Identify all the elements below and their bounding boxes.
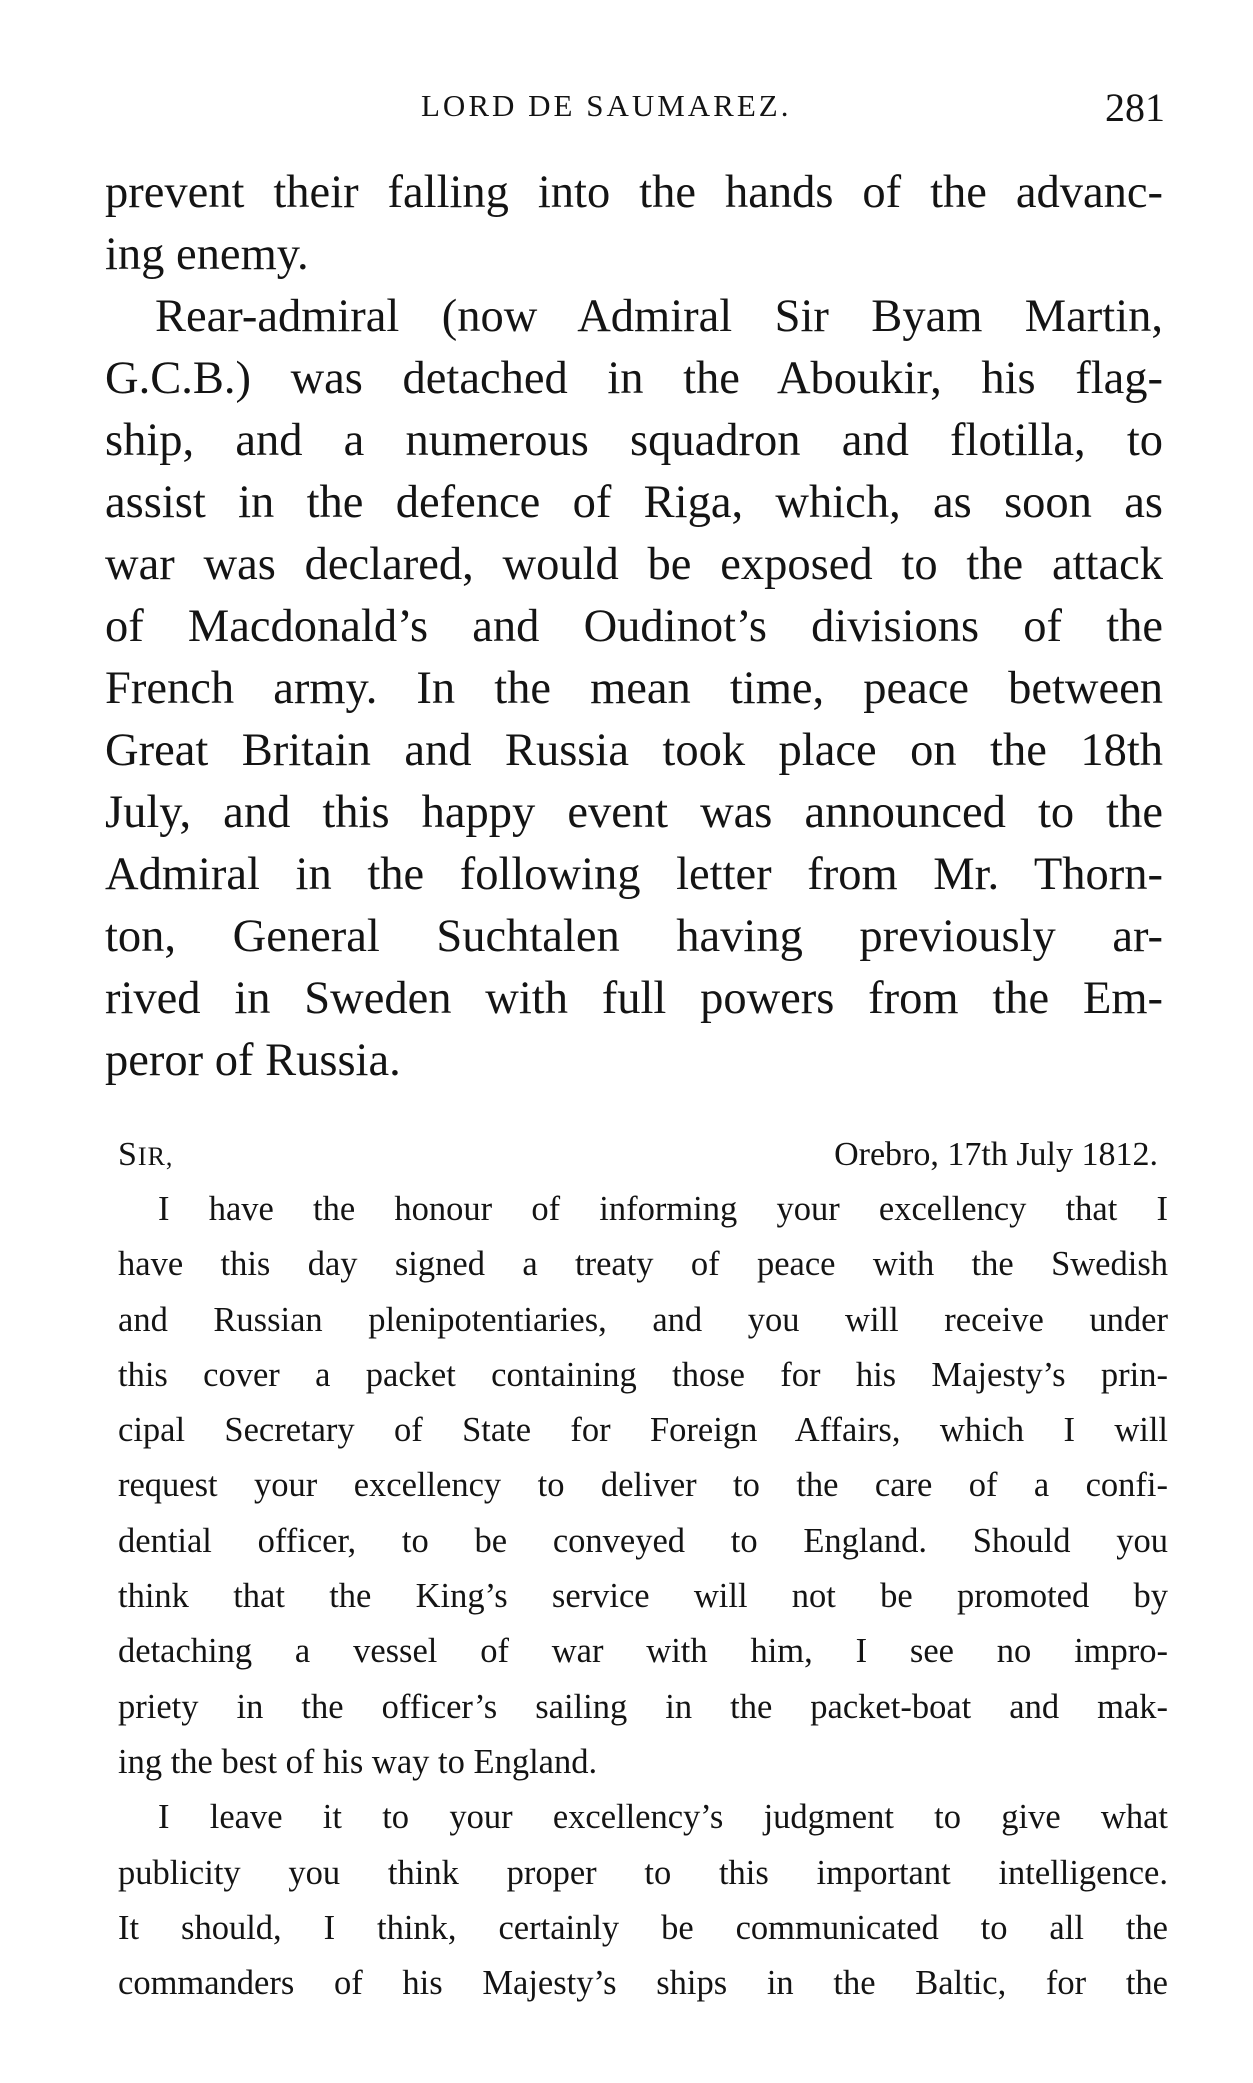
letter-line: dential officer, to be conveyed to England. Should you	[118, 1521, 1168, 1560]
salutation-initial: S	[118, 1136, 138, 1173]
body-line: Admiral in the following letter from Mr. Thorn-	[105, 849, 1163, 900]
body-line: peror of Russia.	[105, 1035, 401, 1086]
body-line: French army. In the mean time, peace between	[105, 663, 1163, 714]
letter-dateline: Orebro, 17th July 1812.	[834, 1136, 1158, 1173]
body-line: assist in the defence of Riga, which, as soon as	[105, 477, 1163, 528]
salutation-small-caps: IR,	[137, 1142, 174, 1171]
letter-line: cipal Secretary of State for Foreign Affairs, which I will	[118, 1411, 1168, 1450]
letter-line: publicity you think proper to this important intelligence.	[118, 1853, 1168, 1892]
body-line: Great Britain and Russia took place on the 18th	[105, 725, 1163, 776]
letter-line: detaching a vessel of war with him, I see no impro-	[118, 1632, 1168, 1671]
running-header	[105, 84, 1165, 134]
letter-line: have this day signed a treaty of peace with the Swedish	[118, 1245, 1168, 1284]
letter-line: I leave it to your excellency’s judgment to give what	[158, 1798, 1168, 1837]
letter-line: request your excellency to deliver to the care of a confi-	[118, 1466, 1168, 1505]
body-text	[105, 162, 1163, 1092]
page-number: 281	[1105, 85, 1165, 130]
body-line: of Macdonald’s and Oudinot’s divisions of the	[105, 601, 1163, 652]
body-line: prevent their falling into the hands of the advanc-	[105, 167, 1163, 218]
body-line: G.C.B.) was detached in the Aboukir, his flag-	[105, 353, 1163, 404]
body-line: war was declared, would be exposed to the attack	[105, 539, 1163, 590]
body-line: rived in Sweden with full powers from the Em-	[105, 973, 1163, 1024]
body-line: July, and this happy event was announced to the	[105, 787, 1163, 838]
letter-line: and Russian plenipotentiaries, and you will receive under	[118, 1300, 1168, 1339]
body-line: ton, General Suchtalen having previously ar-	[105, 911, 1163, 962]
letter-line: ing the best of his way to England.	[118, 1742, 598, 1781]
body-line: ing enemy.	[105, 229, 309, 280]
letter-line: I have the honour of informing your excellency that I	[158, 1190, 1168, 1228]
letter-salutation	[118, 1128, 173, 1184]
running-title: LORD DE SAUMAREZ.	[421, 88, 792, 123]
letter-line: It should, I think, certainly be communicated to all the	[118, 1908, 1168, 1947]
letter-line: commanders of his Majesty’s ships in the Baltic, for the	[118, 1964, 1168, 2003]
letter-line: priety in the officer’s sailing in the packet-boat and mak-	[118, 1687, 1168, 1726]
letter-heading	[118, 1128, 1168, 1182]
quoted-letter	[118, 1128, 1168, 2011]
letter-line: this cover a packet containing those for his Majesty’s prin-	[118, 1355, 1168, 1394]
body-line: ship, and a numerous squadron and flotilla, to	[105, 415, 1163, 466]
letter-line: think that the King’s service will not be promoted by	[118, 1577, 1168, 1616]
body-line: Rear-admiral (now Admiral Sir Byam Martin,	[155, 291, 1163, 342]
